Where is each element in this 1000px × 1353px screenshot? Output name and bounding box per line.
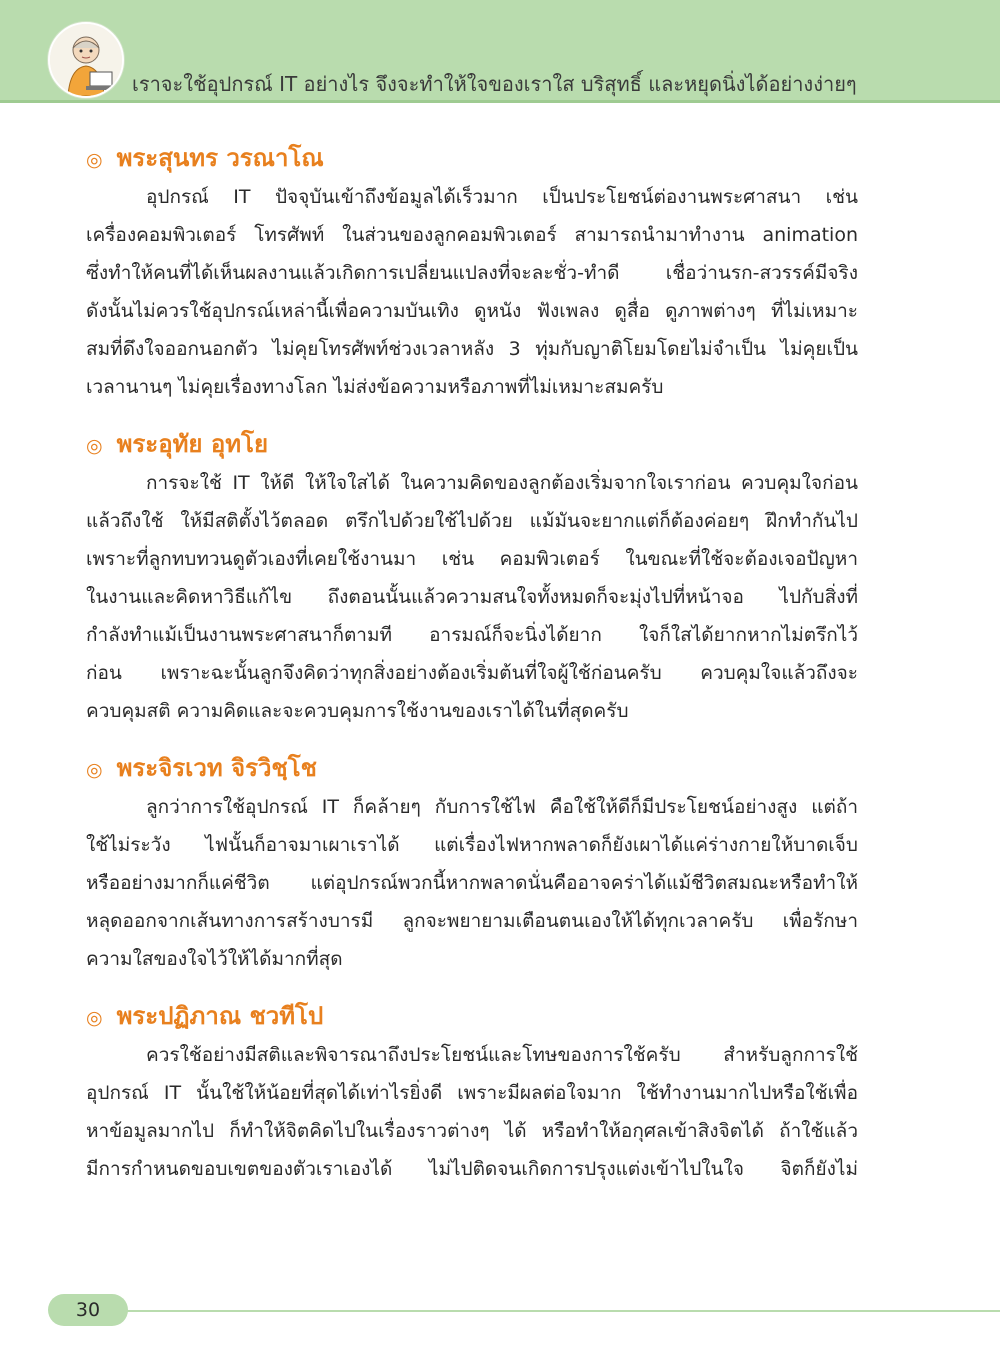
text-line: แล้วถึงใช้ ให้มีสติตั้งไว้ตลอด ตรึกไปด้วยใช้ไปด้วย แม้มันจะยากแต่ก็ต้องค่อยๆ ฝึกทำกันไป — [86, 510, 858, 532]
text-line: มีการกำหนดขอบเขตของตัวเราเองได้ ไม่ไปติดจนเกิดการปรุงแต่งเข้าไปในใจ จิตก็ยังไม่ — [86, 1158, 858, 1180]
text-line: ความใสของใจไว้ให้ได้มากที่สุด — [86, 948, 343, 970]
text-line: ในงานและคิดหาวิธีแก้ไข ถึงตอนนั้นแล้วความสนใจทั้งหมดก็จะมุ่งไปที่หน้าจอ ไปกับสิ่งที่ — [86, 586, 858, 608]
text-line: ใช้ไม่ระวัง ไฟนั้นก็อาจมาเผาเราได้ แต่เรื่องไฟหากพลาดก็ยังเผาได้แค่ร่างกายให้บาดเจ็บ — [86, 834, 858, 856]
document-body — [86, 138, 858, 1194]
text-line: เครื่องคอมพิวเตอร์ โทรศัพท์ ในส่วนของลูกคอมพิวเตอร์ สามารถนำมาทำงาน animation — [86, 224, 858, 246]
monk-name: พระปฏิภาณ ชวทีโป — [116, 1002, 324, 1030]
text-line: สมที่ดึงใจออกนอกตัว ไม่คุยโทรศัพท์ช่วงเวลาหลัง 3 ทุ่มกับญาติโยมโดยไม่จำเป็น ไม่คุยเป็น — [86, 338, 858, 360]
section-heading — [86, 996, 858, 1036]
text-line: ลูกว่าการใช้อุปกรณ์ IT ก็คล้ายๆ กับการใช้ไฟ คือใช้ให้ดีก็มีประโยชน์อย่างสูง แต่ถ้า — [146, 796, 858, 818]
text-line: การจะใช้ IT ให้ดี ให้ใจใสได้ ในความคิดของลูกต้องเริ่มจากใจเราก่อน ควบคุมใจก่อน — [146, 472, 858, 494]
text-line: ควรใช้อย่างมีสติและพิจารณาถึงประโยชน์และโทษของการใช้ครับ สำหรับลูกการใช้ — [146, 1044, 858, 1066]
paragraph — [86, 1036, 858, 1188]
monk-name: พระจิรเวท จิรวิชฺโช — [116, 754, 317, 782]
bullet-icon: ◎ — [86, 435, 103, 457]
text-line: กำลังทำแม้เป็นงานพระศาสนาก็ตามที อารมณ์ก็จะนิ่งได้ยาก ใจก็ใสได้ยากหากไม่ตรึกไว้ — [86, 624, 858, 646]
bullet-icon: ◎ — [86, 149, 103, 171]
header-divider — [0, 100, 1000, 103]
paragraph — [86, 788, 858, 978]
monk-name: พระสุนทร วรณาโณ — [116, 144, 324, 172]
text-line: เพราะที่ลูกทบทวนดูตัวเองที่เคยใช้งานมา เช่น คอมพิวเตอร์ ในขณะที่ใช้จะต้องเจอปัญหา — [86, 548, 858, 570]
bullet-icon: ◎ — [86, 1007, 103, 1029]
text-line: อุปกรณ์ IT นั้นใช้ให้น้อยที่สุดได้เท่าไรยิ่งดี เพราะมีผลต่อใจมาก ใช้ทำงานมากไปหรือใช้เพื่อ — [86, 1082, 858, 1104]
section-heading — [86, 424, 858, 464]
header-title: เราจะใช้อุปกรณ์ IT อย่างไร จึงจะทำให้ใจของเราใส บริสุทธิ์ และหยุดนิ่งได้อย่างง่ายๆ — [132, 72, 857, 96]
text-line: ควบคุมสติ ความคิดและจะควบคุมการใช้งานของเราได้ในที่สุดครับ — [86, 700, 629, 722]
text-line: ซึ่งทำให้คนที่ได้เห็นผลงานแล้วเกิดการเปลี่ยนแปลงที่จะละชั่ว-ทำดี เชื่อว่านรก-สวรรค์มีจริง — [86, 262, 858, 284]
paragraph — [86, 178, 858, 406]
text-line: หาข้อมูลมากไป ก็ทำให้จิตคิดไปในเรื่องราวต่างๆ ได้ หรือทำให้อกุศลเข้าสิงจิตได้ ถ้าใช้แล้ว — [86, 1120, 858, 1142]
bullet-icon: ◎ — [86, 759, 103, 781]
text-line: หลุดออกจากเส้นทางการสร้างบารมี ลูกจะพยายามเตือนตนเองให้ได้ทุกเวลาครับ เพื่อรักษา — [86, 910, 858, 932]
section-heading — [86, 138, 858, 178]
footer-divider — [126, 1310, 1000, 1312]
text-line: เวลานานๆ ไม่คุยเรื่องทางโลก ไม่ส่งข้อความหรือภาพที่ไม่เหมาะสมครับ — [86, 376, 664, 398]
monk-illustration-icon — [48, 22, 124, 98]
text-line: ดังนั้นไม่ควรใช้อุปกรณ์เหล่านี้เพื่อความบันเทิง ดูหนัง ฟังเพลง ดูสื่อ ดูภาพต่างๆ ที่ไม่เหมาะ — [86, 300, 858, 322]
paragraph — [86, 464, 858, 730]
text-line: ก่อน เพราะฉะนั้นลูกจึงคิดว่าทุกสิ่งอย่างต้องเริ่มต้นที่ใจผู้ใช้ก่อนครับ ควบคุมใจแล้วถึงจะ — [86, 662, 858, 684]
page-number: 30 — [48, 1294, 128, 1326]
text-line: หรืออย่างมากก็แค่ชีวิต แต่อุปกรณ์พวกนี้หากพลาดนั่นคืออาจคร่าได้แม้ชีวิตสมณะหรือทำให้ — [86, 872, 858, 894]
monk-name: พระอุทัย อุทโย — [116, 430, 269, 458]
text-line: อุปกรณ์ IT ปัจจุบันเข้าถึงข้อมูลได้เร็วมาก เป็นประโยชน์ต่องานพระศาสนา เช่น — [146, 186, 858, 208]
section-heading — [86, 748, 858, 788]
